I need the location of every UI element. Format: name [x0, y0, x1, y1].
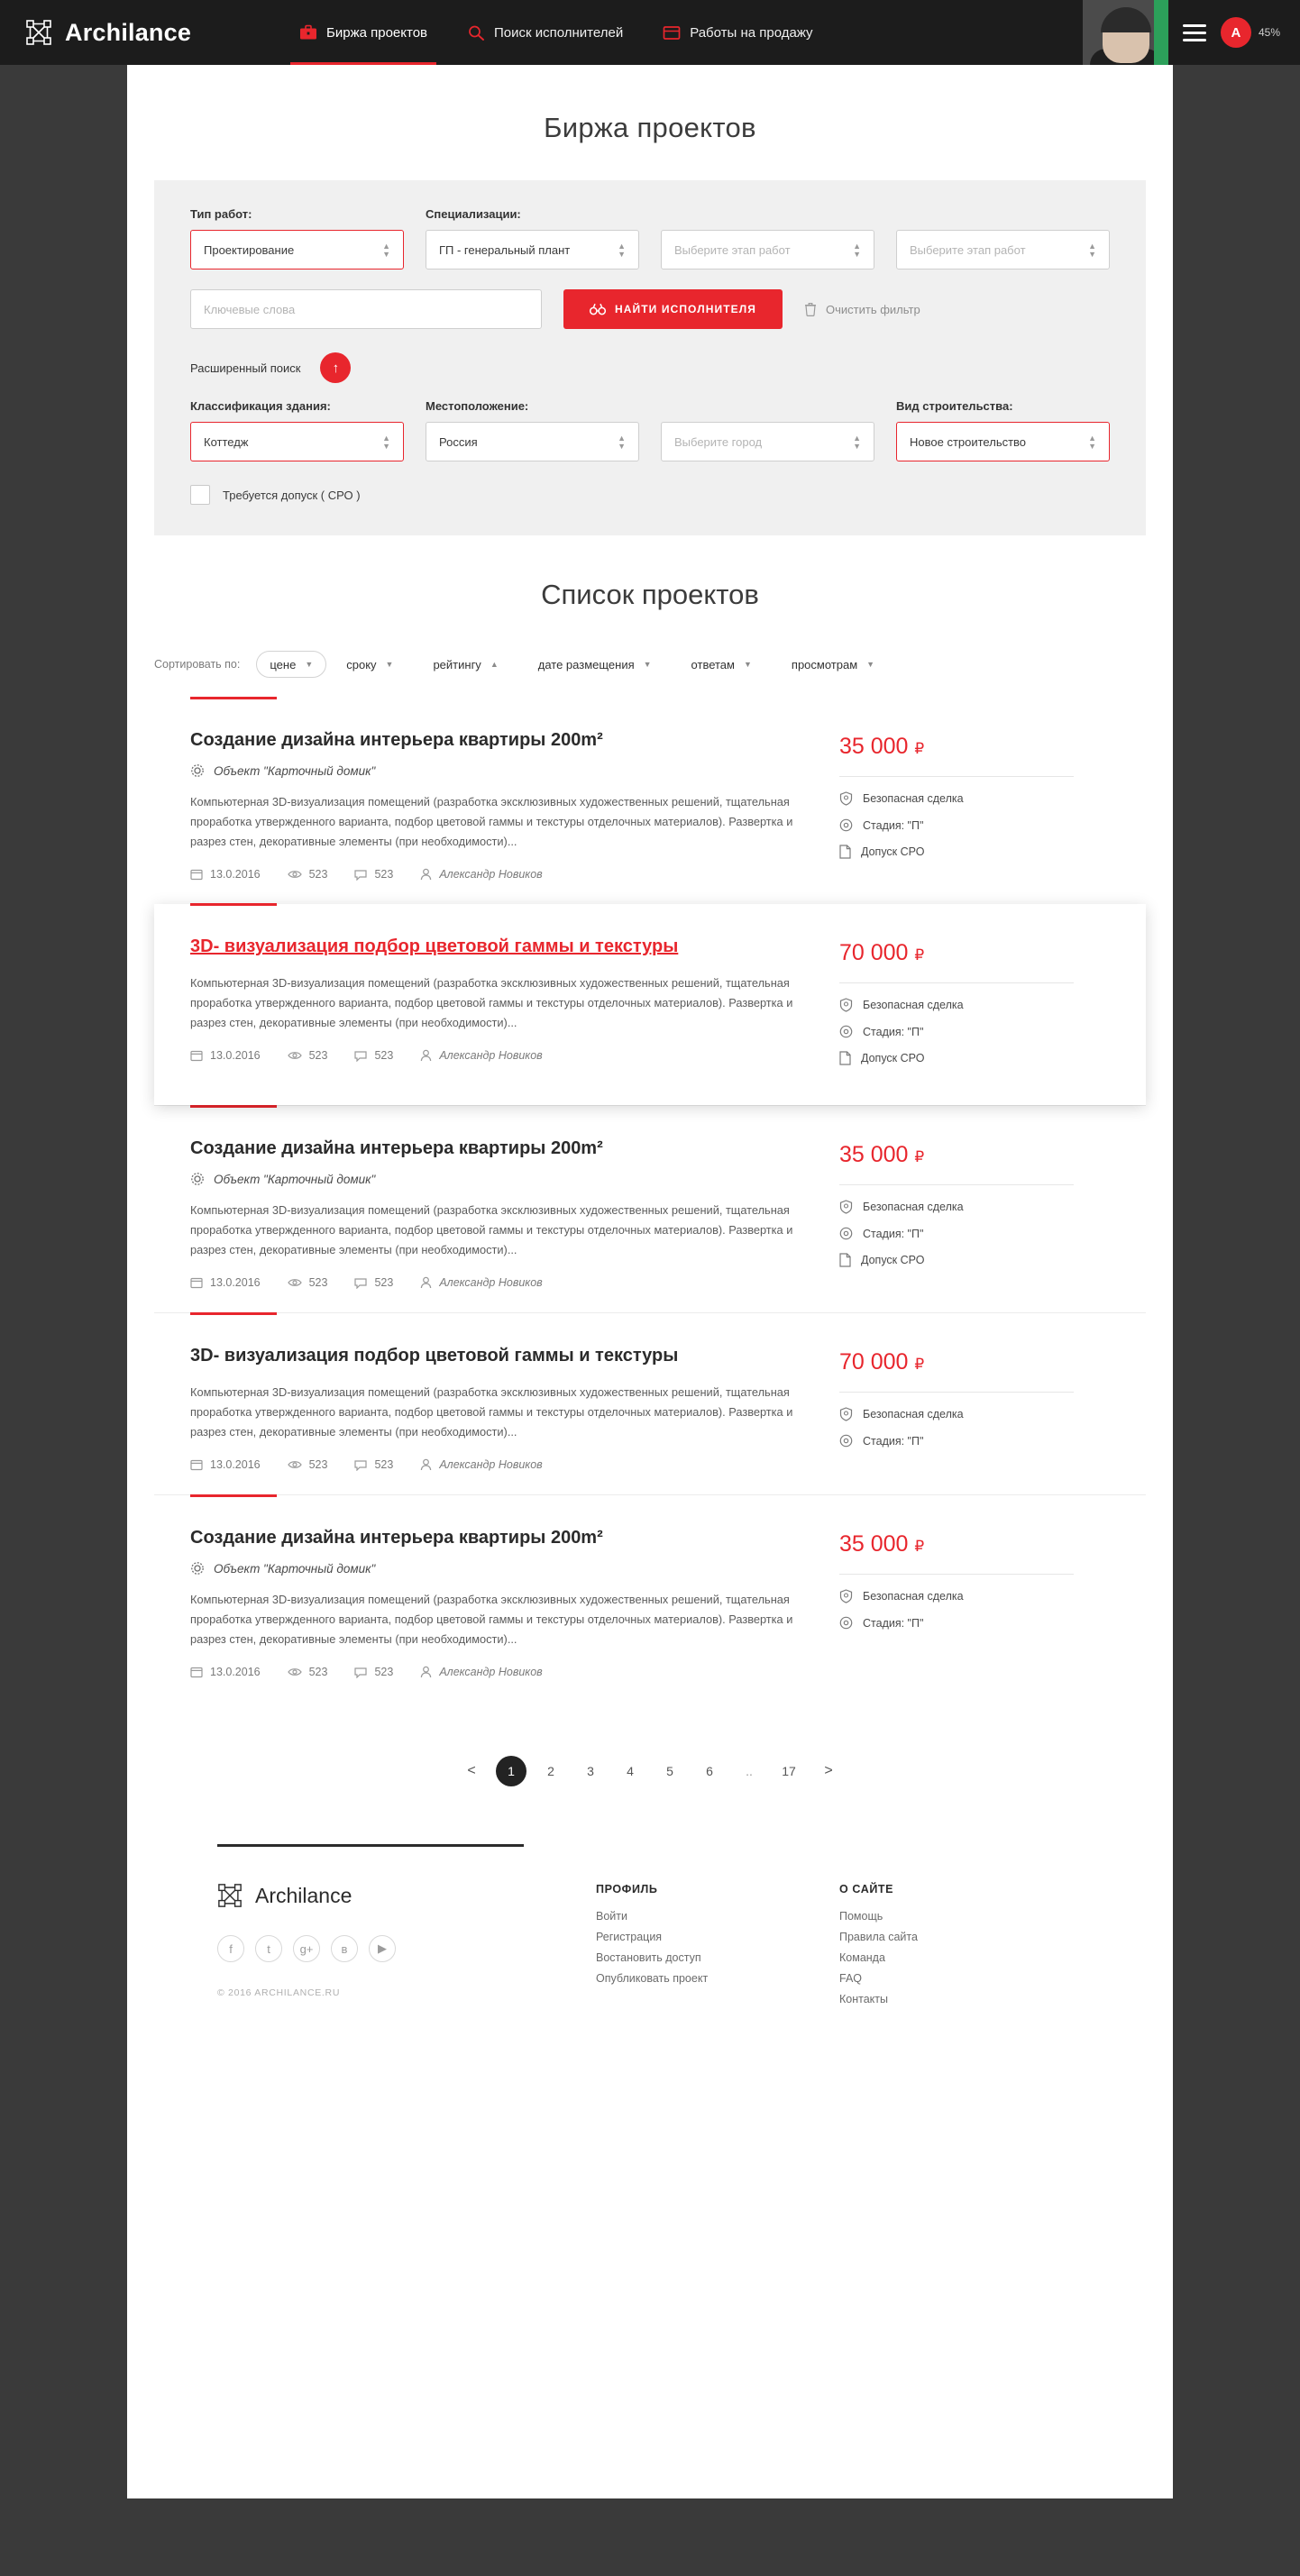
filter-label-spacer [661, 399, 874, 413]
pagination-page-1[interactable]: 1 [496, 1756, 526, 1786]
badge-label: Стадия: "П" [863, 1616, 924, 1630]
badge-label: Безопасная сделка [863, 1201, 964, 1213]
project-object [190, 1172, 812, 1186]
gear-icon [190, 763, 205, 778]
location-select[interactable] [426, 422, 639, 461]
stage-select-2[interactable] [896, 230, 1110, 269]
sort-option-label: сроку [346, 657, 377, 671]
project-object-label: Объект "Карточный домик" [214, 1561, 376, 1576]
project-description: Компьютерная 3D-визуализация помещений (разработка эксклюзивных художественных решений, тщательная проработка утвержденного варианта, подбор цветовой гаммы и текстуры отделочных материалов). Развертка и разрез стен, декоративные элементы (при необходимости)... [190, 976, 793, 1029]
pagination-prev[interactable]: < [467, 1763, 476, 1778]
meta-views [288, 868, 328, 881]
filter-row-2 [190, 289, 1110, 329]
calendar-icon [190, 1458, 203, 1471]
badge-label: Безопасная сделка [863, 999, 964, 1011]
meta-comments-value: 523 [374, 1458, 394, 1471]
badge-safe-deal [839, 791, 1074, 806]
meta-views [288, 1049, 328, 1062]
pagination-page-2[interactable]: 2 [547, 1764, 554, 1778]
sro-checkbox-row [190, 485, 1110, 505]
section-title-projects: Список проектов [541, 579, 759, 610]
badge-sro [839, 1051, 1074, 1065]
chevron-up-icon: ▲ [490, 660, 499, 669]
footer-link-contacts[interactable]: Контакты [839, 1993, 888, 2005]
shield-icon [839, 1200, 853, 1214]
sort-option-views[interactable] [772, 651, 894, 678]
stage-icon [839, 1227, 853, 1240]
meta-date-value: 13.0.2016 [210, 1276, 261, 1289]
footer-link-team[interactable]: Команда [839, 1951, 885, 1964]
project-price [839, 940, 1074, 966]
pagination-page-5[interactable]: 5 [666, 1764, 673, 1778]
logo[interactable] [0, 19, 279, 47]
nav-item-works-for-sale[interactable] [643, 0, 832, 65]
project-meta [190, 868, 812, 881]
footer-column-profile [596, 1883, 839, 2014]
social-links [217, 1935, 596, 1962]
price-value: 70 000 [839, 1349, 909, 1375]
project-card[interactable] [154, 904, 1146, 1105]
calendar-icon [190, 1276, 203, 1289]
document-icon [839, 845, 851, 859]
project-price [839, 1142, 1074, 1168]
meta-views-value: 523 [308, 1458, 328, 1471]
divider [839, 1392, 1074, 1393]
meta-views [288, 1276, 328, 1289]
footer-logo-text: Archilance [255, 1883, 352, 1907]
stage-1-placeholder: Выберите этап работ [674, 242, 791, 257]
filter-label-construction-type: Вид строительства: [896, 399, 1013, 413]
badge-sro [839, 845, 1074, 859]
content-area [127, 65, 1173, 2498]
sort-label: Сортировать по: [154, 658, 241, 671]
filter-city [661, 399, 874, 461]
search-people-icon [467, 24, 485, 41]
badge-label: Допуск СРО [861, 1052, 925, 1064]
advanced-toggle-up-icon[interactable]: ↑ [320, 352, 351, 383]
badge-stage [839, 818, 1074, 832]
pagination [127, 1702, 1173, 1844]
sort-option-date[interactable] [518, 651, 672, 678]
eye-icon [288, 1667, 302, 1677]
sro-checkbox-label: Требуется допуск ( СРО ) [223, 488, 361, 502]
comment-icon [354, 1459, 367, 1471]
meta-views-value: 523 [308, 1276, 328, 1289]
work-type-select[interactable] [190, 230, 404, 269]
meta-comments [354, 1458, 393, 1471]
menu-button[interactable] [1168, 24, 1221, 41]
badge-label: Стадия: "П" [863, 1227, 924, 1240]
filter-label-spacer [661, 207, 874, 221]
meta-date-value: 13.0.2016 [210, 1458, 261, 1471]
project-meta [190, 1666, 812, 1678]
copyright: © 2016 ARCHILANCE.RU [217, 1987, 341, 1998]
user-icon [420, 868, 432, 881]
footer-brand-block [217, 1883, 596, 2014]
sort-option-rating[interactable] [413, 651, 517, 678]
meta-author-value: Александр Новиков [439, 1666, 543, 1678]
pagination-next[interactable]: > [824, 1763, 833, 1778]
burger-line [1183, 39, 1206, 41]
nav-item-exchange[interactable] [279, 0, 447, 65]
price-currency: ₽ [914, 1148, 925, 1165]
price-currency: ₽ [914, 1538, 925, 1555]
user-icon [420, 1049, 432, 1062]
chevron-down-icon: ▼ [305, 660, 314, 669]
project-title[interactable]: Создание дизайна интерьера квартиры 200m² [190, 730, 603, 750]
binoculars-icon [590, 303, 606, 315]
card-accent-tick [190, 1105, 277, 1108]
meta-comments-value: 523 [374, 868, 394, 881]
project-card[interactable] [154, 1494, 1146, 1702]
badge-label: Стадия: "П" [863, 818, 924, 832]
stage-icon [839, 1616, 853, 1630]
calendar-icon [190, 1666, 203, 1678]
calendar-icon [190, 868, 203, 881]
badge-label: Безопасная сделка [863, 792, 964, 805]
badge-label: Стадия: "П" [863, 1434, 924, 1448]
sro-checkbox[interactable] [190, 485, 210, 505]
project-title[interactable]: 3D- визуализация подбор цветовой гаммы и текстуры [190, 936, 679, 956]
logo-text: Archilance [65, 18, 192, 46]
user-icon [420, 1276, 432, 1289]
vk-icon[interactable]: в [331, 1935, 358, 1962]
eye-icon [288, 1050, 302, 1061]
footer-bottom-strip [127, 2055, 1173, 2109]
project-price [839, 1531, 1074, 1557]
pagination-page-3[interactable]: 3 [587, 1764, 594, 1778]
eye-icon [288, 869, 302, 880]
meta-comments [354, 1666, 393, 1678]
chevron-down-icon: ▼ [866, 660, 875, 669]
specialization-select[interactable] [426, 230, 639, 269]
filter-stage-2 [896, 207, 1110, 269]
filter-specialization [426, 207, 639, 269]
badge-safe-deal [839, 998, 1074, 1012]
clear-filter-button[interactable] [804, 302, 920, 316]
meta-comments [354, 868, 393, 881]
badge-safe-deal [839, 1407, 1074, 1421]
location-value: Россия [439, 434, 478, 449]
site-header [0, 0, 1300, 65]
footer-link-publish[interactable]: Опубликовать проект [596, 1972, 709, 1985]
badge-label: Стадия: "П" [863, 1025, 924, 1038]
meta-comments-value: 523 [374, 1049, 394, 1062]
card-accent-tick [190, 1312, 277, 1315]
filter-label-location: Местоположение: [426, 399, 529, 413]
portfolio-icon [663, 24, 681, 41]
meta-author [420, 1666, 542, 1678]
chevron-updown-icon: ▲ ▼ [1088, 433, 1096, 451]
divider [839, 982, 1074, 983]
find-performer-label: НАЙТИ ИСПОЛНИТЕЛЯ [615, 303, 756, 315]
construction-type-value: Новое строительство [910, 434, 1027, 449]
sort-bar [154, 651, 1146, 698]
meta-views-value: 523 [308, 1666, 328, 1678]
user-photo[interactable] [1083, 0, 1168, 65]
find-performer-button[interactable] [563, 289, 783, 329]
divider [839, 1574, 1074, 1575]
meta-author [420, 1049, 542, 1062]
badge-stage [839, 1025, 1074, 1038]
card-accent-tick [190, 903, 277, 906]
price-value: 35 000 [839, 1142, 909, 1167]
footer-logo[interactable] [217, 1883, 596, 1908]
badge-stage [839, 1227, 1074, 1240]
meta-views-value: 523 [308, 868, 328, 881]
filter-building-class [190, 399, 404, 461]
comment-icon [354, 1277, 367, 1289]
user-icon [420, 1666, 432, 1678]
stage-icon [839, 818, 853, 832]
profile-completion: 45% [1258, 26, 1280, 39]
footer-column-about [839, 1883, 1083, 2014]
meta-comments [354, 1276, 393, 1289]
meta-date [190, 1276, 261, 1289]
advanced-search-row [190, 352, 1110, 383]
filter-stage-1 [661, 207, 874, 269]
meta-author [420, 1276, 542, 1289]
main-nav [279, 0, 833, 65]
shield-icon [839, 1407, 853, 1421]
shield-icon [839, 998, 853, 1012]
chevron-updown-icon: ▲ ▼ [853, 433, 861, 451]
burger-line [1183, 24, 1206, 27]
meta-comments [354, 1049, 393, 1062]
badge-stage [839, 1616, 1074, 1630]
badge-sro [839, 1253, 1074, 1267]
meta-views [288, 1666, 328, 1678]
footer-column-title: ПРОФИЛЬ [596, 1883, 658, 1895]
keywords-input[interactable] [190, 289, 542, 329]
meta-author [420, 868, 542, 881]
meta-date [190, 1458, 261, 1471]
building-class-value: Коттедж [204, 434, 249, 449]
chevron-updown-icon: ▲ ▼ [1088, 241, 1096, 259]
chevron-down-icon: ▼ [643, 660, 652, 669]
gear-icon [190, 1172, 205, 1186]
price-value: 70 000 [839, 940, 909, 965]
meta-date [190, 1049, 261, 1062]
document-icon [839, 1253, 851, 1267]
meta-date-value: 13.0.2016 [210, 1049, 261, 1062]
badge-stage [839, 1434, 1074, 1448]
comment-icon [354, 1050, 367, 1062]
project-object-label: Объект "Карточный домик" [214, 1172, 376, 1186]
sort-option-label: цене [270, 657, 297, 671]
user-icon [420, 1458, 432, 1471]
project-description: Компьютерная 3D-визуализация помещений (разработка эксклюзивных художественных решений, тщательная проработка утвержденного варианта, подбор цветовой гаммы и текстуры отделочных материалов). Развертка и разрез стен, декоративные элементы (при необходимости)... [190, 1203, 793, 1256]
meta-author [420, 1458, 542, 1471]
sort-option-answers[interactable] [672, 651, 772, 678]
meta-views [288, 1458, 328, 1471]
sort-option-label: дате размещения [537, 657, 635, 671]
badge-label: Допуск СРО [861, 845, 925, 858]
card-accent-tick [190, 697, 277, 699]
shield-icon [839, 791, 853, 806]
project-object [190, 763, 812, 778]
footer-link-rules[interactable]: Правила сайта [839, 1931, 918, 1943]
advanced-search-label: Расширенный поиск [190, 361, 301, 375]
page-title: Биржа проектов [544, 112, 756, 143]
project-card[interactable] [154, 1105, 1146, 1312]
archilance-logo-icon [217, 1883, 243, 1908]
document-icon [839, 1051, 851, 1065]
project-title[interactable]: Создание дизайна интерьера квартиры 200m² [190, 1138, 603, 1158]
header-right [1083, 0, 1300, 65]
meta-author-value: Александр Новиков [439, 1458, 543, 1471]
project-card[interactable] [154, 698, 1146, 904]
facebook-icon[interactable]: f [217, 1935, 244, 1962]
clear-filter-label: Очистить фильтр [826, 302, 920, 316]
sort-option-label: ответам [691, 657, 735, 671]
meta-date [190, 1666, 261, 1678]
price-currency: ₽ [914, 740, 925, 757]
filter-row-1 [190, 207, 1110, 269]
construction-type-select[interactable] [896, 422, 1110, 461]
pagination-page-4[interactable]: 4 [627, 1764, 634, 1778]
shield-icon [839, 1589, 853, 1603]
stage-icon [839, 1025, 853, 1038]
project-price [839, 734, 1074, 760]
city-placeholder: Выберите город [674, 434, 763, 449]
archilance-logo-icon [25, 19, 52, 46]
meta-comments-value: 523 [374, 1666, 394, 1678]
meta-author-value: Александр Новиков [439, 1049, 543, 1062]
gear-icon [190, 1561, 205, 1576]
chevron-updown-icon: ▲ ▼ [382, 433, 390, 451]
burger-line [1183, 32, 1206, 34]
project-price [839, 1349, 1074, 1375]
trash-icon [804, 302, 817, 316]
project-description: Компьютерная 3D-визуализация помещений (разработка эксклюзивных художественных решений, тщательная проработка утвержденного варианта, подбор цветовой гаммы и текстуры отделочных материалов). Развертка и разрез стен, декоративные элементы (при необходимости)... [190, 795, 793, 848]
google-plus-icon[interactable]: g+ [293, 1935, 320, 1962]
twitter-icon[interactable]: t [255, 1935, 282, 1962]
meta-author-value: Александр Новиков [439, 1276, 543, 1289]
filter-construction-type [896, 399, 1110, 461]
project-object-label: Объект "Карточный домик" [214, 763, 376, 778]
stage-select-1[interactable] [661, 230, 874, 269]
photo-green-strip [1154, 0, 1168, 65]
specialization-value: ГП - генеральный плант [439, 242, 571, 257]
badge-label: Допуск СРО [861, 1254, 925, 1266]
building-class-select[interactable] [190, 422, 404, 461]
youtube-icon[interactable]: ▶ [369, 1935, 396, 1962]
calendar-icon [190, 1049, 203, 1062]
filter-label-spacer [896, 207, 1110, 221]
divider [839, 1184, 1074, 1185]
filter-label-building-class: Классификация здания: [190, 399, 331, 413]
chevron-updown-icon: ▲ ▼ [382, 241, 390, 259]
price-value: 35 000 [839, 1531, 909, 1557]
stage-icon [839, 1434, 853, 1448]
project-list [154, 698, 1146, 1702]
city-select[interactable] [661, 422, 874, 461]
chevron-down-icon: ▼ [385, 660, 394, 669]
comment-icon [354, 1667, 367, 1678]
price-value: 35 000 [839, 734, 909, 759]
footer-link-restore[interactable]: Востановить доступ [596, 1951, 701, 1964]
project-card[interactable] [154, 1312, 1146, 1494]
card-accent-tick [190, 1494, 277, 1497]
nav-label: Поиск исполнителей [494, 24, 624, 41]
work-type-value: Проектирование [204, 242, 295, 257]
meta-comments-value: 523 [374, 1276, 394, 1289]
eye-icon [288, 1277, 302, 1288]
nav-label: Биржа проектов [326, 24, 428, 41]
project-meta [190, 1276, 812, 1289]
filter-label-work-type: Тип работ: [190, 207, 252, 221]
sort-option-term[interactable] [326, 651, 413, 678]
avatar-block[interactable] [1221, 17, 1300, 48]
chevron-down-icon: ▼ [743, 660, 752, 669]
pagination-page-6[interactable]: 6 [706, 1764, 713, 1778]
nav-label: Работы на продажу [690, 24, 813, 41]
site-footer [127, 1844, 1173, 2109]
comment-icon [354, 869, 367, 881]
filter-panel [154, 180, 1146, 535]
badge-safe-deal [839, 1589, 1074, 1603]
meta-author-value: Александр Новиков [439, 868, 543, 881]
filter-row-3 [190, 399, 1110, 461]
meta-date-value: 13.0.2016 [210, 1666, 261, 1678]
chevron-updown-icon: ▲ ▼ [618, 241, 626, 259]
project-meta [190, 1049, 812, 1062]
sort-option-label: просмотрам [791, 657, 858, 671]
project-title[interactable]: 3D- визуализация подбор цветовой гаммы и текстуры [190, 1346, 679, 1366]
sort-option-label: рейтингу [433, 657, 481, 671]
divider [839, 776, 1074, 777]
footer-link-help[interactable]: Помощь [839, 1910, 883, 1923]
meta-date-value: 13.0.2016 [210, 868, 261, 881]
footer-link-register[interactable]: Регистрация [596, 1931, 663, 1943]
filter-location [426, 399, 639, 461]
badge-safe-deal [839, 1200, 1074, 1214]
eye-icon [288, 1459, 302, 1470]
footer-link-login[interactable]: Войти [596, 1910, 627, 1923]
project-description: Компьютерная 3D-визуализация помещений (разработка эксклюзивных художественных решений, тщательная проработка утвержденного варианта, подбор цветовой гаммы и текстуры отделочных материалов). Развертка и разрез стен, декоративные элементы (при необходимости)... [190, 1385, 793, 1439]
pagination-ellipsis: .. [746, 1764, 753, 1778]
chevron-updown-icon: ▲ ▼ [618, 433, 626, 451]
price-currency: ₽ [914, 946, 925, 964]
pagination-page-17[interactable]: 17 [782, 1764, 796, 1778]
footer-column-title: О САЙТЕ [839, 1883, 894, 1895]
price-currency: ₽ [914, 1356, 925, 1373]
project-title[interactable]: Создание дизайна интерьера квартиры 200m² [190, 1528, 603, 1548]
badge-label: Безопасная сделка [863, 1590, 964, 1603]
project-object [190, 1561, 812, 1576]
nav-item-search-performers[interactable] [447, 0, 643, 65]
project-description: Компьютерная 3D-визуализация помещений (разработка эксклюзивных художественных решений, тщательная проработка утвержденного варианта, подбор цветовой гаммы и текстуры отделочных материалов). Развертка и разрез стен, декоративные элементы (при необходимости)... [190, 1593, 793, 1646]
filter-label-specialization: Специализации: [426, 207, 521, 221]
chevron-updown-icon: ▲ ▼ [853, 241, 861, 259]
filter-work-type [190, 207, 404, 269]
avatar[interactable]: A [1221, 17, 1251, 48]
stage-2-placeholder: Выберите этап работ [910, 242, 1026, 257]
briefcase-icon [299, 24, 317, 41]
meta-date [190, 868, 261, 881]
photo-hair [1101, 7, 1151, 32]
project-meta [190, 1458, 812, 1471]
meta-views-value: 523 [308, 1049, 328, 1062]
badge-label: Безопасная сделка [863, 1408, 964, 1420]
footer-link-faq[interactable]: FAQ [839, 1972, 863, 1985]
sort-option-price[interactable] [256, 651, 326, 678]
